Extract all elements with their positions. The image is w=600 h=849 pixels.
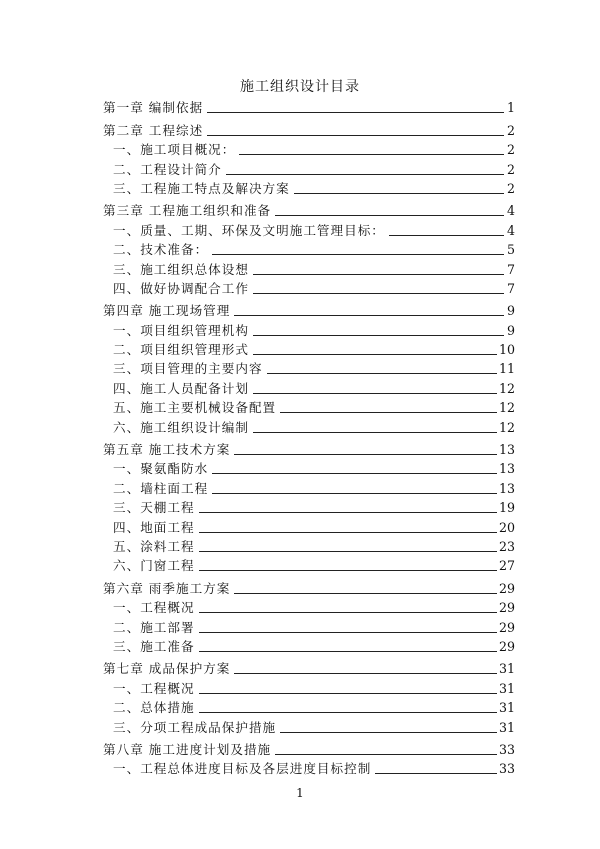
- toc-section-entry-page-number: 2: [506, 142, 515, 158]
- toc-section-entry[interactable]: [103, 696, 515, 715]
- toc-chapter-entry-label: 第四章 施工现场管理: [103, 303, 231, 319]
- toc-section-entry-label: 三、施工组织总体设想: [113, 261, 249, 277]
- toc-section-entry-page-number: 4: [506, 222, 515, 238]
- toc-chapter-entry-label: 第二章 工程综述: [103, 122, 204, 138]
- toc-section-entry[interactable]: [103, 138, 515, 157]
- toc-section-entry[interactable]: [103, 157, 515, 176]
- toc-section-entry-label: 四、施工人员配备计划: [113, 380, 249, 396]
- toc-chapter-entry[interactable]: [103, 438, 515, 457]
- toc-section-entry[interactable]: [103, 615, 515, 634]
- toc-leader-line: [253, 393, 497, 394]
- toc-leader-line: [253, 335, 504, 336]
- toc-section-entry[interactable]: [103, 277, 515, 296]
- toc-section-entry-page-number: 7: [506, 280, 515, 296]
- toc-section-entry[interactable]: [103, 238, 515, 257]
- toc-section-entry-label: 二、墙柱面工程: [113, 480, 209, 496]
- toc-leader-line: [212, 493, 497, 494]
- toc-section-entry[interactable]: [103, 218, 515, 237]
- toc-leader-line: [199, 632, 497, 633]
- toc-section-entry-page-number: 31: [498, 700, 515, 716]
- toc-section-entry-page-number: 31: [498, 680, 515, 696]
- toc-section-entry-page-number: 5: [506, 242, 515, 258]
- toc-leader-line: [239, 154, 504, 155]
- toc-chapter-group: [103, 576, 515, 654]
- toc-leader-line: [280, 732, 497, 733]
- toc-leader-line: [199, 712, 497, 713]
- toc-section-entry-page-number: 29: [498, 619, 515, 635]
- toc-section-entry-page-number: 12: [498, 419, 515, 435]
- toc-section-entry-label: 五、施工主要机械设备配置: [113, 400, 277, 416]
- toc-chapter-entry-page-number: 9: [506, 303, 515, 319]
- toc-section-entry-label: 三、天棚工程: [113, 500, 195, 516]
- toc-leader-line: [389, 235, 504, 236]
- toc-leader-line: [253, 274, 504, 275]
- toc-section-entry-page-number: 27: [498, 558, 515, 574]
- toc-leader-line: [253, 293, 504, 294]
- toc-section-entry-label: 一、质量、工期、环保及文明施工管理目标：: [113, 222, 385, 238]
- toc-chapter-entry-label: 第八章 施工进度计划及措施: [103, 741, 272, 757]
- toc-section-entry[interactable]: [103, 177, 515, 196]
- toc-chapter-entry-label: 第三章 工程施工组织和准备: [103, 203, 272, 219]
- toc-section-entry-page-number: 31: [498, 719, 515, 735]
- toc-section-entry[interactable]: [103, 376, 515, 395]
- toc-chapter-group: [103, 299, 515, 435]
- toc-section-entry-label: 四、地面工程: [113, 519, 195, 535]
- toc-leader-line: [275, 754, 497, 755]
- toc-chapter-entry-page-number: 33: [498, 741, 515, 757]
- toc-leader-line: [212, 254, 504, 255]
- toc-chapter-entry[interactable]: [103, 118, 515, 137]
- toc-section-entry-page-number: 33: [498, 761, 515, 777]
- toc-section-entry-label: 二、总体措施: [113, 700, 195, 716]
- toc-section-entry-page-number: 29: [498, 600, 515, 616]
- toc-leader-line: [207, 112, 504, 113]
- toc-chapter-entry-page-number: 2: [506, 122, 515, 138]
- toc-section-entry[interactable]: [103, 257, 515, 276]
- toc-section-entry[interactable]: [103, 676, 515, 695]
- toc-leader-line: [234, 673, 497, 674]
- toc-chapter-entry[interactable]: [103, 657, 515, 676]
- toc-section-entry-page-number: 13: [498, 480, 515, 496]
- toc-chapter-entry-label: 第六章 雨季施工方案: [103, 580, 231, 596]
- toc-section-entry-page-number: 23: [498, 538, 515, 554]
- toc-section-entry-label: 一、项目组织管理机构: [113, 322, 249, 338]
- toc-leader-line: [212, 473, 497, 474]
- page-number: 1: [296, 786, 304, 800]
- toc-leader-line: [199, 512, 497, 513]
- toc-section-entry-label: 五、涂料工程: [113, 538, 195, 554]
- toc-section-entry-label: 六、施工组织设计编制: [113, 419, 249, 435]
- toc-section-entry-label: 四、做好协调配合工作: [113, 280, 249, 296]
- toc-section-entry[interactable]: [103, 338, 515, 357]
- toc-section-entry-page-number: 12: [498, 400, 515, 416]
- toc-chapter-entry[interactable]: [103, 96, 515, 115]
- toc-section-entry-label: 一、施工项目概况：: [113, 142, 236, 158]
- toc-leader-line: [199, 612, 497, 613]
- toc-chapter-group: [103, 738, 515, 777]
- toc-chapter-entry[interactable]: [103, 738, 515, 757]
- toc-leader-line: [234, 315, 504, 316]
- toc-chapter-group: [103, 438, 515, 574]
- toc-leader-line: [280, 412, 497, 413]
- toc-section-entry[interactable]: [103, 457, 515, 476]
- toc-section-entry-page-number: 11: [498, 361, 515, 377]
- toc-chapter-group: [103, 657, 515, 735]
- toc-chapter-group: [103, 96, 515, 115]
- toc-leader-line: [199, 532, 497, 533]
- toc-section-entry-label: 二、技术准备：: [113, 242, 209, 258]
- toc-leader-line: [253, 354, 497, 355]
- toc-section-entry-label: 一、工程总体进度目标及各层进度目标控制: [113, 761, 372, 777]
- toc-section-entry-page-number: 12: [498, 380, 515, 396]
- toc-chapter-entry[interactable]: [103, 199, 515, 218]
- toc-chapter-entry-page-number: 4: [506, 203, 515, 219]
- toc-section-entry-page-number: 29: [498, 638, 515, 654]
- toc-section-entry-label: 一、工程概况: [113, 680, 195, 696]
- toc-chapter-group: [103, 199, 515, 296]
- toc-section-entry[interactable]: [103, 715, 515, 734]
- toc-chapter-entry[interactable]: [103, 299, 515, 318]
- toc-leader-line: [253, 432, 497, 433]
- toc-chapter-entry-label: 第七章 成品保护方案: [103, 661, 231, 677]
- toc-section-entry[interactable]: [103, 357, 515, 376]
- toc-chapter-entry-page-number: 29: [498, 580, 515, 596]
- toc-chapter-entry-page-number: 1: [506, 100, 515, 116]
- toc-leader-line: [234, 593, 497, 594]
- toc-leader-line: [275, 215, 504, 216]
- toc-section-entry-label: 六、门窗工程: [113, 558, 195, 574]
- document-title: 施工组织设计目录: [240, 79, 360, 95]
- toc-section-entry-page-number: 10: [498, 342, 515, 358]
- toc-section-entry-page-number: 7: [506, 261, 515, 277]
- toc-section-entry[interactable]: [103, 396, 515, 415]
- table-of-contents: [103, 96, 515, 776]
- toc-section-entry-label: 一、聚氨酯防水: [113, 461, 209, 477]
- toc-section-entry[interactable]: [103, 535, 515, 554]
- toc-section-entry[interactable]: [103, 635, 515, 654]
- toc-leader-line: [234, 454, 497, 455]
- toc-section-entry[interactable]: [103, 476, 515, 495]
- toc-section-entry[interactable]: [103, 415, 515, 434]
- toc-section-entry-page-number: 9: [506, 322, 515, 338]
- toc-section-entry-label: 三、分项工程成品保护措施: [113, 719, 277, 735]
- toc-leader-line: [199, 570, 497, 571]
- toc-section-entry-page-number: 2: [506, 161, 515, 177]
- toc-chapter-entry-label: 第一章 编制依据: [103, 100, 204, 116]
- toc-section-entry[interactable]: [103, 496, 515, 515]
- toc-section-entry-label: 二、工程设计简介: [113, 161, 222, 177]
- toc-section-entry-label: 二、项目组织管理形式: [113, 342, 249, 358]
- toc-section-entry-label: 三、施工准备: [113, 638, 195, 654]
- toc-leader-line: [199, 551, 497, 552]
- toc-leader-line: [207, 135, 504, 136]
- toc-chapter-entry-page-number: 31: [498, 661, 515, 677]
- toc-leader-line: [375, 773, 497, 774]
- toc-section-entry[interactable]: [103, 757, 515, 776]
- toc-section-entry-label: 三、工程施工特点及解决方案: [113, 180, 290, 196]
- toc-section-entry-page-number: 13: [498, 461, 515, 477]
- toc-section-entry-label: 一、工程概况: [113, 600, 195, 616]
- toc-leader-line: [294, 193, 504, 194]
- toc-chapter-group: [103, 118, 515, 196]
- toc-leader-line: [199, 693, 497, 694]
- toc-section-entry[interactable]: [103, 318, 515, 337]
- toc-chapter-entry-label: 第五章 施工技术方案: [103, 442, 231, 458]
- toc-section-entry-label: 二、施工部署: [113, 619, 195, 635]
- toc-chapter-entry[interactable]: [103, 576, 515, 595]
- toc-chapter-entry-page-number: 13: [498, 442, 515, 458]
- toc-section-entry[interactable]: [103, 554, 515, 573]
- toc-section-entry-page-number: 19: [498, 500, 515, 516]
- toc-leader-line: [267, 373, 497, 374]
- toc-section-entry-page-number: 2: [506, 180, 515, 196]
- toc-leader-line: [199, 651, 497, 652]
- toc-leader-line: [226, 174, 504, 175]
- toc-section-entry-label: 三、项目管理的主要内容: [113, 361, 263, 377]
- toc-section-entry-page-number: 20: [498, 519, 515, 535]
- toc-section-entry[interactable]: [103, 596, 515, 615]
- toc-section-entry[interactable]: [103, 515, 515, 534]
